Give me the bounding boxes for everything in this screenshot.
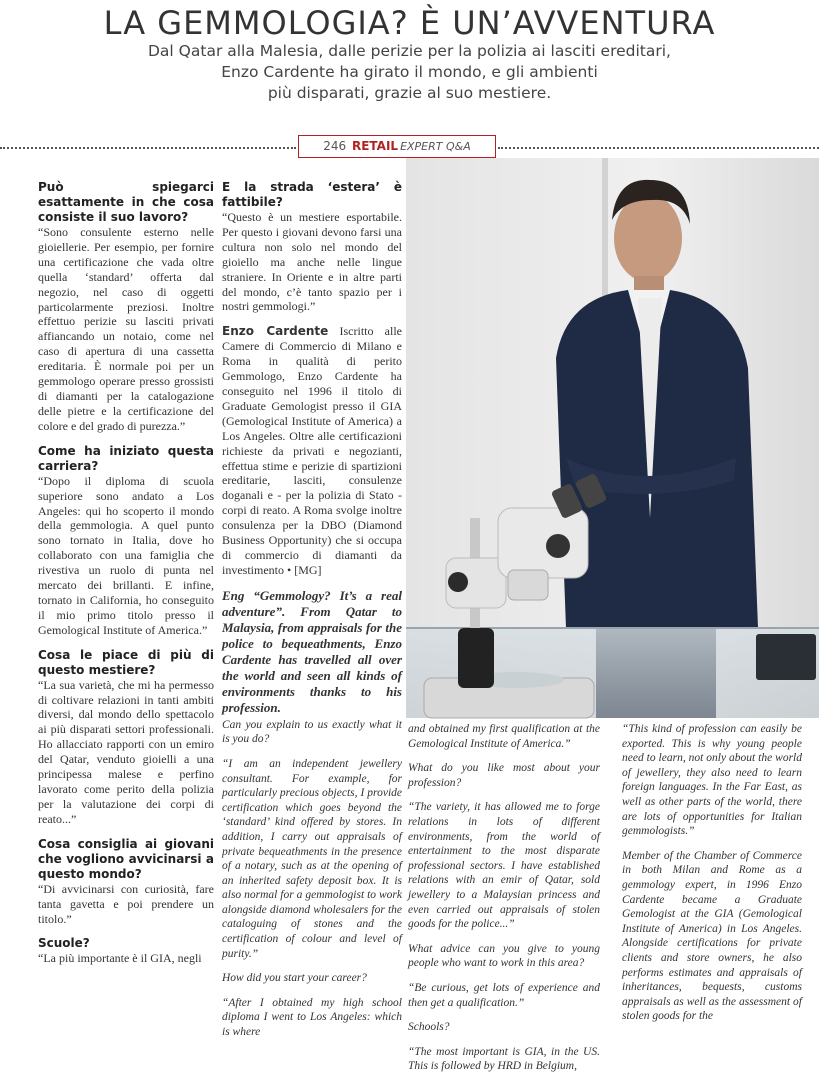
dotted-divider	[498, 147, 819, 149]
article-column-2	[222, 180, 402, 1050]
portrait-with-microscope-photo	[406, 158, 819, 718]
interview-question: Scuole?	[38, 936, 90, 951]
subtitle-line: Dal Qatar alla Malesia, dalle perizie per la polizia ai lasciti ereditari,	[148, 42, 671, 60]
english-translation: “Be curious, get lots of experience and then get a qualification.”	[408, 981, 600, 1009]
interview-answer: “Sono consulente esterno nelle gioiellerie. Per esempio, per fornire una certificazione che vada oltre quella ‘standard’ offerta dal negozio, nel caso di oggetti particolarmente preziosi. Inoltre effettuo perizie su lasciti privati affiancando un notaio, come nel caso di apertura di una cassetta ereditaria. È normale poi per un gemmologo operare presso grossisti di diamanti per la catalogazione delle pietre e la certificazione del colore e del grado di purezza.”	[38, 225, 214, 433]
interview-question: Può spiegarci esattamente in che cosa consiste il suo lavoro?	[38, 180, 214, 224]
english-translation: “This kind of profession can easily be exported. This is why young people need to learn, not only about the world of jewellery, they also need to learn foreign languages. In the Far East, as well as other parts of the world, there are lots of opportunities for Italian gemmologists.”	[622, 723, 802, 838]
english-translation: “I am an independent jewellery consultant. For example, for particularly precious objects, I provide certification which goes beyond the ‘standard’ kind offered by stores. In addition, I carry out appraisals of private bequeathments in the presence of a notary, such as at the opening of an inherited safety deposit box. It is also normal for a gemmologist to work alongside diamond wholesalers for the cataloguing of stones and the certification of colour and level of purity.”	[222, 757, 402, 960]
english-translation: How did you start your career?	[222, 972, 367, 985]
interview-question: Cosa le piace di più di questo mestiere?	[38, 647, 214, 677]
english-translation: What advice can you give to young people who want to work in this area?	[408, 942, 600, 970]
interview-question: E la strada ‘estera’ è fattibile?	[222, 180, 402, 209]
english-translation: “The most important is GIA, in the US. This is followed by HRD in Belgium,	[408, 1045, 600, 1073]
section-brand: RETAIL	[351, 139, 399, 153]
article-column-4	[622, 722, 802, 1034]
english-translation: Eng “Gemmology? It’s a real adventure”. From Qatar to Malaysia, from appraisals for the police to bequeathments, Enzo Cardente has travelled all over the world and seen all kinds of environments thanks to his profession.	[222, 587, 402, 715]
interview-answer: “La sua varietà, che mi ha permesso di coltivare relazioni in tanti ambiti diversi, dal mondo dello spettacolo ai più disparati settori professionali. Ho allacciato rapporti con un emiro del Qatar, venduto gioielli a una principessa malese e perfino lavorato come perito della polizia per la valutazione dei corpi di reato...”	[38, 677, 214, 826]
interview-question: Come ha iniziato questa carriera?	[38, 443, 214, 473]
bio-name: Enzo Cardente	[222, 324, 329, 339]
interview-answer: “Di avvicinarsi con curiosità, fare tanta gavetta e poi prendere un titolo.”	[38, 881, 214, 926]
interview-question: Cosa consiglia ai giovani che vogliono avvicinarsi a questo mondo?	[38, 836, 214, 881]
english-translation: What do you like most about your profession?	[408, 762, 600, 789]
interview-answer: “La più importante è il GIA, negli	[38, 951, 202, 966]
article-column-3	[408, 722, 600, 1084]
subtitle-line: più disparati, grazie al suo mestiere.	[267, 84, 552, 102]
interview-answer: “Questo è un mestiere esportabile. Per questo i giovani devono farsi una cultura non solo nel mondo del gioiello ma anche nelle lingue straniere. In Oriente e in altre parti del mondo, c’è tanto spazio per i nostri gemmologi.”	[222, 210, 402, 314]
interview-answer: “Dopo il diploma di scuola superiore sono andato a Los Angeles: qui ho scoperto il mondo della gemmologia. A quel punto sono tornato in Italia, dove ho collaborato con una famiglia che rivestiva un ruolo di punta nel mercato dei brillanti. E infine, tornato in California, ho conseguito il mio primo titolo presso il Gemological Institute of America.”	[38, 473, 214, 637]
page-number: 246	[323, 139, 347, 153]
english-translation: and obtained my first qualification at the Gemological Institute of America.”	[408, 723, 600, 750]
english-translation: Member of the Chamber of Commerce in both Milan and Rome as a gemmology expert, in 1996 Enzo Cardente became a Graduate Gemologist at the GIA (Gemological Institute of America) in Los Angeles. Alongside certifications for private clients and store owners, he also performs estimates and appraisals of inheritances, bequests, customs appraisals as well as the assessment of stolen goods for the	[622, 849, 802, 1023]
english-translation: “The variety, it has allowed me to forge relations in lots of different environments, from the world of entertainment to the most disparate professional sectors. I have established relations with an emir of Qatar, sold jewellery to a Malaysian princess and even carried out appraisals of stolen goods for the police...”	[408, 801, 600, 931]
author-bio	[222, 324, 402, 577]
subtitle-line: Enzo Cardente ha girato il mondo, e gli ambienti	[221, 63, 598, 81]
english-translation: Can you explain to us exactly what it is you do?	[222, 718, 402, 746]
photo-illustration	[406, 158, 819, 718]
dotted-divider	[0, 147, 296, 149]
english-translation: Schools?	[408, 1021, 450, 1034]
english-translation: “After I obtained my high school diploma I went to Los Angeles: which is where	[222, 996, 402, 1039]
headline: LA GEMMOLOGIA? È UN’AVVENTURA	[103, 4, 716, 42]
section-name: EXPERT Q&A	[400, 140, 471, 153]
section-tag	[298, 135, 496, 158]
bio-text: Iscritto alle Camere di Commercio di Milano e Roma in qualità di perito Gemmologo, Enzo Cardente ha conseguito nel 1996 il titolo di Graduate Gemologist presso il GIA (Gemological Institute of America) a Los Angeles. Oltre alle certificazioni richieste da privati e negozianti, effettua stime e perizie di spartizioni ereditarie, lasciti, consulenze doganali e - per la polizia di Stato - corpi di reato. A Roma svolge inoltre consulenza per la DBO (Diamond Business Opportunity) che si occupa di commercio di diamanti da investimento • [MG]	[222, 324, 402, 577]
article-column-1	[38, 180, 214, 976]
subtitle	[60, 41, 759, 104]
